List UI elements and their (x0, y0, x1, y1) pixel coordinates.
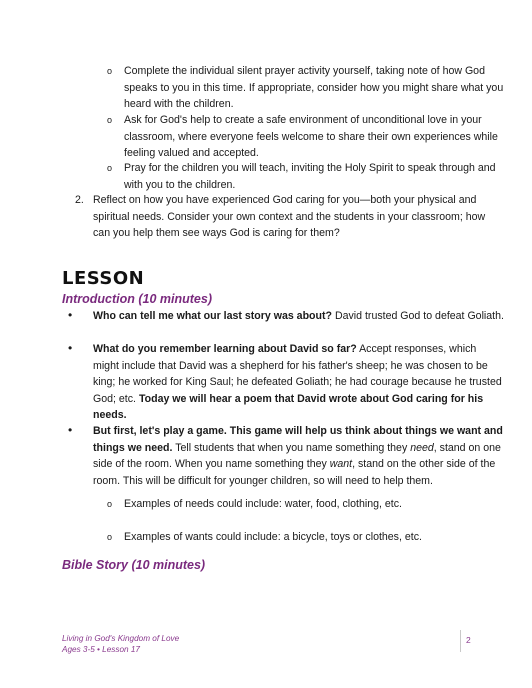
bullet-icon: • (68, 423, 73, 437)
prep-subitem-2: o Ask for God's help to create a safe environment of unconditional love in your classroom, where everyone feels welcome to share their own experiences while feeling valued and accepted. (107, 114, 498, 159)
sub-bullet-icon: o (107, 499, 113, 509)
page-number: 2 (466, 635, 471, 645)
bible-story-title: Bible Story (10 minutes) (62, 558, 206, 572)
example-needs: o Examples of needs could include: water, food, clothing, etc. (124, 496, 504, 513)
sub-bullet-icon: o (107, 115, 113, 125)
intro-bullet-1: • Who can tell me what our last story was about? David trusted God to defeat Goliath. (68, 308, 504, 322)
footer-subtitle: Ages 3-5 • Lesson 17 (62, 645, 140, 654)
prep-subitem-1: o Complete the individual silent prayer activity yourself, taking note of how God speaks to you in this time. If appropriate, consider how you might share what you heard with the children. (107, 65, 504, 110)
prep-subitem-3: o Pray for the children you will teach, inviting the Holy Spirit to speak through and with you to the children. (107, 162, 496, 191)
introduction-title: Introduction (10 minutes) (62, 292, 212, 306)
footer-title: Living in God's Kingdom of Love (62, 634, 180, 643)
sub-bullet-icon: o (107, 163, 113, 173)
page-number-divider (460, 630, 461, 652)
sub-bullet-icon: o (107, 66, 113, 76)
item-number: 2. (75, 194, 84, 206)
sub-bullet-icon: o (107, 532, 113, 542)
footer (62, 633, 179, 655)
intro-bullet-3: • But first, let's play a game. This game will help us think about things we want and things we need. Tell students that when you name something they need, stand on one side of the room. When you name something they want, stand on the other side of the room. This will be difficult for younger children, so will need to help them. (68, 423, 503, 487)
lesson-heading: LESSON (62, 268, 145, 289)
example-wants: o Examples of wants could include: a bicycle, toys or clothes, etc. (124, 529, 504, 546)
intro-bullet-2: • What do you remember learning about David so far? Accept responses, which might include that David was a shepherd for his father's sheep; he was chosen to be king; he worked for King Saul; he defeated Goliath; he had courage because he trusted God; etc. Today we will hear a poem that David wrote about God caring for his needs. (68, 341, 502, 421)
bullet-icon: • (68, 308, 73, 322)
bullet-icon: • (68, 341, 73, 355)
prep-item-2: 2. Reflect on how you have experienced God caring for you—both your physical and spiritual needs. Consider your own context and the students in your classroom; how can you help them see ways God is caring for them? (75, 194, 486, 239)
